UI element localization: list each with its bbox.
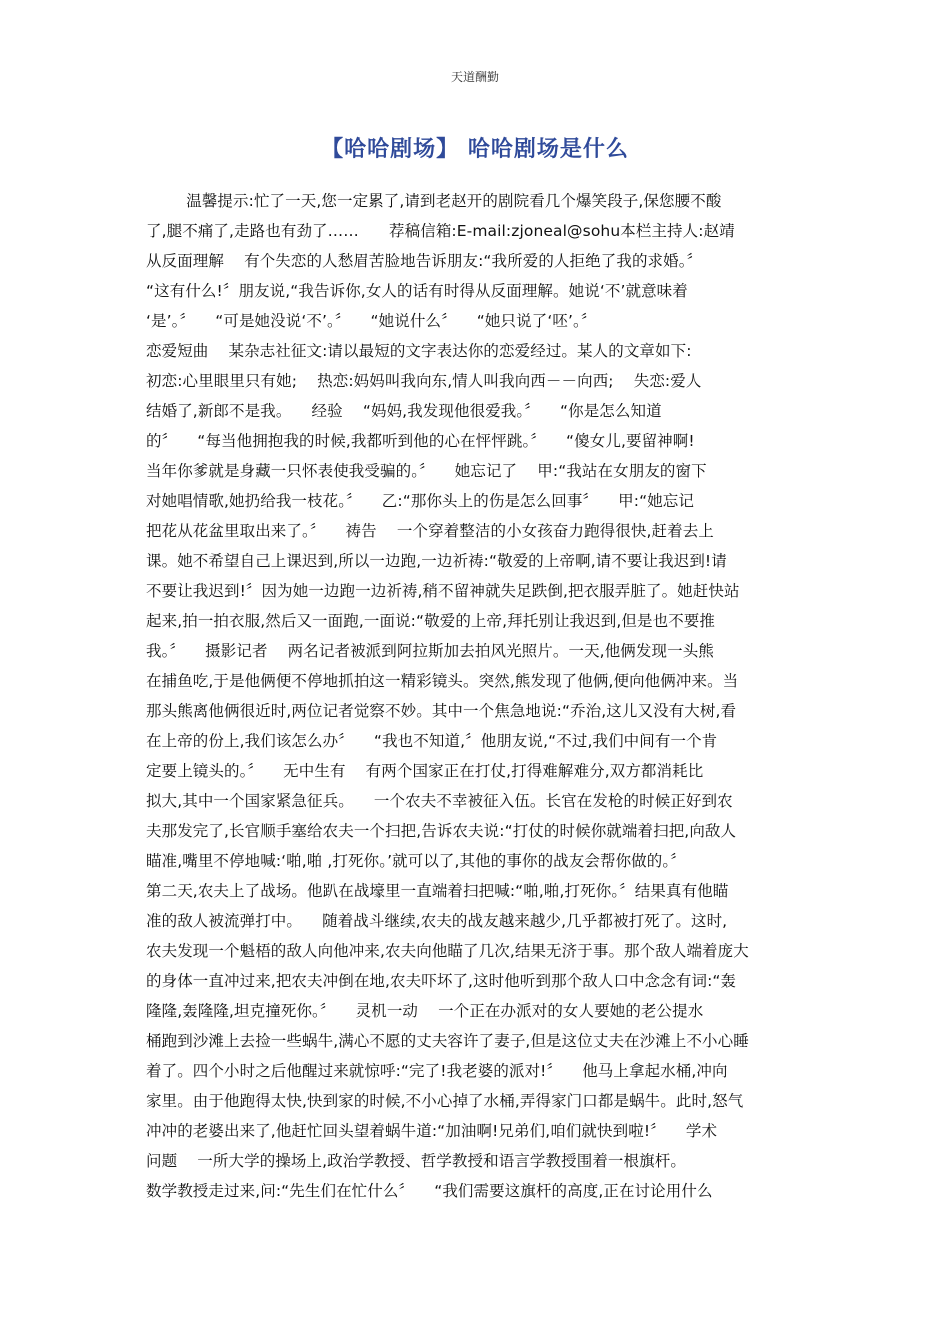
text-line: 了,腿不痛了,走路也有劲了…… 荐稿信箱:E-mail:zjoneal@sohu本栏主持人:赵靖 (146, 222, 735, 240)
text-line: 当年你爹就是身藏一只怀表使我受骗的。〞 她忘记了 甲:“我站在女朋友的窗下 (146, 462, 707, 480)
text-line: 在上帝的份上,我们该怎么办〞 “我也不知道,〞他朋友说,“不过,我们中间有一个肯 (146, 732, 718, 750)
text-line: “这有什么!〞朋友说,“我告诉你,女人的话有时得从反面理解。她说‘不’就意味着 (146, 282, 688, 300)
text-line: 恋爱短曲 某杂志社征文:请以最短的文字表达你的恋爱经过。某人的文章如下: (146, 342, 692, 360)
text-line: 瞄准,嘴里不停地喊:‘啪,啪 ,打死你。’就可以了,其他的事你的战友会帮你做的。〞 (146, 852, 686, 870)
text-line: 从反面理解 有个失恋的人愁眉苦脸地告诉朋友:“我所爱的人拒绝了我的求婚。〞 (146, 252, 703, 270)
text-line: 夫那发完了,长官顺手塞给农夫一个扫把,告诉农夫说:“打仗的时候你就端着扫把,向敌人 (146, 822, 737, 840)
text-line: 不要让我迟到!〞因为她一边跑一边祈祷,稍不留神就失足跌倒,把衣服弄脏了。她赶快站 (146, 582, 740, 600)
text-line: 温馨提示:忙了一天,您一定累了,请到老赵开的剧院看几个爆笑段子,保您腰不酸 (146, 192, 722, 210)
text-line: 拟大,其中一个国家紧急征兵。 一个农夫不幸被征入伍。长官在发枪的时候正好到农 (146, 792, 733, 810)
text-line: 在捕鱼吃,于是他俩便不停地抓拍这一精彩镜头。突然,熊发现了他俩,便向他俩冲来。当 (146, 672, 739, 690)
text-line: 家里。由于他跑得太快,快到家的时候,不小心掉了水桶,弄得家门口都是蜗牛。此时,怒气 (146, 1092, 744, 1110)
text-line: 把花从花盆里取出来了。〞 祷告 一个穿着整洁的小女孩奋力跑得很快,赶着去上 (146, 522, 714, 540)
text-line: 桶跑到沙滩上去捡一些蜗牛,满心不愿的丈夫容许了妻子,但是这位丈夫在沙滩上不小心睡 (146, 1032, 749, 1050)
text-line: 定要上镜头的。〞 无中生有 有两个国家正在打仗,打得难解难分,双方都消耗比 (146, 762, 704, 780)
text-line: 着了。四个小时之后他醒过来就惊呼:“完了!我老婆的派对!〞 他马上拿起水桶,冲向 (146, 1062, 728, 1080)
text-line: 的〞 “每当他拥抱我的时候,我都听到他的心在怦怦跳。〞 “傻女儿,要留神啊! (146, 432, 695, 450)
text-line: 课。她不希望自己上课迟到,所以一边跑,一边祈祷:“敬爱的上帝啊,请不要让我迟到!请 (146, 552, 727, 570)
text-line: 起来,拍一拍衣服,然后又一面跑,一面说:“敬爱的上帝,拜托别让我迟到,但是也不要推 (146, 612, 715, 630)
text-line: 对她唱情歌,她扔给我一枝花。〞 乙:“那你头上的伤是怎么回事〞 甲:“她忘记 (146, 492, 694, 510)
article-title: 【哈哈剧场】 哈哈剧场是什么 (321, 137, 629, 162)
text-line: ‘是’。〞 “可是她没说‘不’。〞 “她说什么〞 “她只说了‘呸’。〞 (146, 312, 597, 330)
text-line: 那头熊离他俩很近时,两位记者觉察不妙。其中一个焦急地说:“乔治,这儿又没有大树,看 (146, 702, 737, 720)
text-line: 我。〞 摄影记者 两名记者被派到阿拉斯加去拍风光照片。一天,他俩发现一头熊 (146, 642, 714, 660)
text-line: 数学教授走过来,问:“先生们在忙什么〞 “我们需要这旗杆的高度,正在讨论用什么 (146, 1182, 713, 1200)
text-line: 结婚了,新郎不是我。 经验 “妈妈,我发现他很爱我。〞 “你是怎么知道 (146, 402, 662, 420)
text-line: 初恋:心里眼里只有她; 热恋:妈妈叫我向东,情人叫我向西－－向西; 失恋:爱人 (146, 372, 702, 390)
text-line: 第二天,农夫上了战场。他趴在战壕里一直端着扫把喊:“啪,啪,打死你。〞结果真有他瞄 (146, 882, 729, 900)
text-line: 冲冲的老婆出来了,他赶忙回头望着蜗牛道:“加油啊!兄弟们,咱们就快到啦!〞 学术 (146, 1122, 718, 1140)
text-line: 的身体一直冲过来,把农夫冲倒在地,农夫吓坏了,这时他听到那个敌人口中念念有词:“轰 (146, 972, 737, 990)
text-line: 问题 一所大学的操场上,政治学教授、哲学教授和语言学教授围着一根旗杆。 (146, 1152, 686, 1170)
page-header: 天道酬勤 (450, 70, 499, 84)
text-line: 隆隆,轰隆隆,坦克撞死你。〞 灵机一动 一个正在办派对的女人要她的老公提水 (146, 1002, 704, 1020)
text-line: 准的敌人被流弹打中。 随着战斗继续,农夫的战友越来越少,几乎都被打死了。这时, (146, 912, 728, 930)
article-body (146, 186, 796, 1206)
text-line: 农夫发现一个魁梧的敌人向他冲来,农夫向他瞄了几次,结果无济于事。那个敌人端着庞大 (146, 942, 749, 960)
